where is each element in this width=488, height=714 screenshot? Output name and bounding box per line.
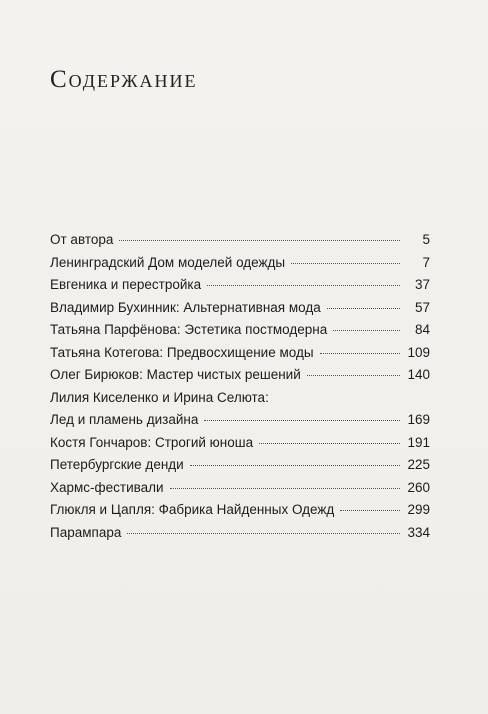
toc-entry-title-line1: Лилия Киселенко и Ирина Селюта: [50, 389, 269, 405]
toc-entry-title: Петербургские денди [50, 457, 184, 472]
toc-entry-page: 140 [407, 367, 430, 382]
leader-dots [327, 308, 400, 309]
leader-dots [320, 353, 400, 354]
toc-entry-page: 334 [407, 524, 430, 540]
toc-entry-page: 299 [407, 502, 430, 517]
toc-entry-title: Глюкля и Цапля: Фабрика Найденных Одежд [50, 502, 335, 517]
leader-dots [190, 465, 400, 466]
toc-entry-title: Татьяна Котегова: Предвосхищение моды [50, 344, 314, 360]
leader-dots [119, 240, 400, 241]
toc-entry-page: 7 [422, 254, 430, 270]
toc-entry-page: 37 [414, 277, 430, 292]
toc-entry-page: 84 [414, 322, 430, 337]
toc-entry [50, 252, 430, 275]
toc-entry-title: От автора [50, 232, 114, 247]
toc-entry [50, 387, 430, 432]
toc-entry-title: Ленинградский Дом моделей одежды [50, 254, 286, 270]
toc-entry [50, 297, 430, 320]
toc-entry-title: Олег Бирюков: Мастер чистых решений [50, 367, 301, 382]
toc-entry-title: Парампара [50, 524, 122, 540]
toc-entry [50, 342, 430, 365]
toc-entry [50, 432, 430, 455]
toc-entry-page: 169 [407, 412, 430, 427]
toc-entry [50, 229, 430, 252]
toc-entry [50, 454, 430, 477]
leader-dots [207, 285, 400, 286]
toc-entry [50, 364, 430, 387]
leader-dots [204, 420, 400, 421]
toc-entry-title: Владимир Бухинник: Альтернативная мода [50, 299, 321, 315]
toc-entry-title-line2: Лед и пламень дизайна [50, 412, 199, 427]
toc-entry [50, 319, 430, 342]
leader-dots [340, 510, 400, 511]
leader-dots [333, 330, 400, 331]
toc-entry-title: Костя Гончаров: Строгий юноша [50, 434, 254, 450]
page-title: Содержание [50, 66, 198, 93]
toc-entry [50, 522, 430, 545]
toc-entry-page: 57 [414, 299, 430, 315]
toc-entry [50, 274, 430, 297]
table-of-contents [50, 229, 430, 544]
leader-dots [307, 375, 400, 376]
toc-entry-page: 191 [407, 434, 430, 450]
toc-entry-page: 109 [407, 344, 430, 360]
toc-entry [50, 477, 430, 500]
leader-dots [170, 488, 400, 489]
leader-dots [127, 533, 400, 534]
toc-entry-title: Хармс-фестивали [50, 479, 164, 495]
toc-entry-title: Татьяна Парфёнова: Эстетика постмодерна [50, 322, 328, 337]
toc-entry-title: Евгеника и перестройка [50, 277, 202, 292]
leader-dots [259, 443, 400, 444]
toc-entry-page: 260 [407, 479, 430, 495]
leader-dots [291, 263, 400, 264]
toc-entry-page: 225 [407, 457, 430, 472]
toc-entry [50, 499, 430, 522]
toc-entry-page: 5 [422, 232, 430, 247]
